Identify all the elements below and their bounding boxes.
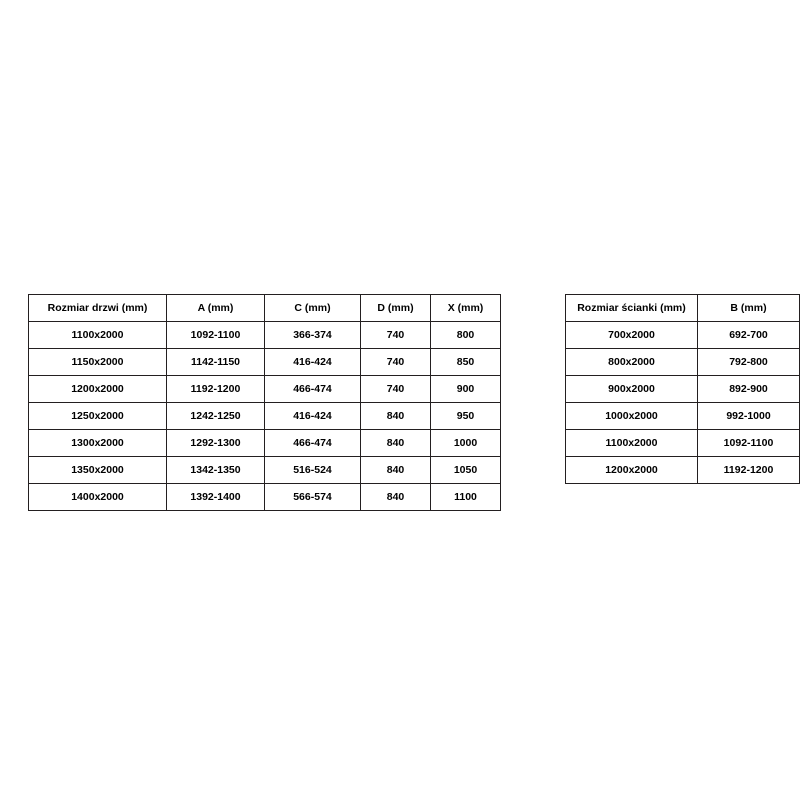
table-row <box>29 403 501 430</box>
table-row <box>566 322 800 349</box>
cell-door-size: 1250x2000 <box>29 403 167 430</box>
cell-wall-size: 800x2000 <box>566 349 698 376</box>
cell-c: 516-524 <box>265 457 361 484</box>
cell-d: 840 <box>361 430 431 457</box>
cell-door-size: 1200x2000 <box>29 376 167 403</box>
table-row <box>29 457 501 484</box>
cell-x: 800 <box>431 322 501 349</box>
column-header-b: B (mm) <box>698 295 800 322</box>
cell-c: 416-424 <box>265 349 361 376</box>
cell-b: 892-900 <box>698 376 800 403</box>
column-header-door-size: Rozmiar drzwi (mm) <box>29 295 167 322</box>
cell-door-size: 1100x2000 <box>29 322 167 349</box>
cell-door-size: 1350x2000 <box>29 457 167 484</box>
cell-d: 740 <box>361 322 431 349</box>
table-row <box>566 457 800 484</box>
cell-d: 740 <box>361 349 431 376</box>
column-header-x: X (mm) <box>431 295 501 322</box>
cell-c: 416-424 <box>265 403 361 430</box>
cell-a: 1342-1350 <box>167 457 265 484</box>
cell-c: 366-374 <box>265 322 361 349</box>
table-row <box>29 430 501 457</box>
table-header-row <box>29 295 501 322</box>
cell-x: 1000 <box>431 430 501 457</box>
cell-x: 850 <box>431 349 501 376</box>
cell-x: 950 <box>431 403 501 430</box>
cell-x: 1050 <box>431 457 501 484</box>
cell-wall-size: 1100x2000 <box>566 430 698 457</box>
cell-b: 792-800 <box>698 349 800 376</box>
doors-table-body <box>29 322 501 511</box>
cell-a: 1242-1250 <box>167 403 265 430</box>
cell-b: 1092-1100 <box>698 430 800 457</box>
cell-wall-size: 1200x2000 <box>566 457 698 484</box>
column-header-d: D (mm) <box>361 295 431 322</box>
cell-d: 740 <box>361 376 431 403</box>
walls-dimensions-table <box>565 294 800 484</box>
cell-a: 1292-1300 <box>167 430 265 457</box>
cell-door-size: 1300x2000 <box>29 430 167 457</box>
column-header-a: A (mm) <box>167 295 265 322</box>
cell-c: 466-474 <box>265 376 361 403</box>
cell-x: 1100 <box>431 484 501 511</box>
table-row <box>29 349 501 376</box>
walls-table-header <box>566 295 800 322</box>
cell-b: 992-1000 <box>698 403 800 430</box>
cell-wall-size: 700x2000 <box>566 322 698 349</box>
cell-b: 1192-1200 <box>698 457 800 484</box>
cell-wall-size: 1000x2000 <box>566 403 698 430</box>
cell-a: 1192-1200 <box>167 376 265 403</box>
table-row <box>29 376 501 403</box>
cell-x: 900 <box>431 376 501 403</box>
table-row <box>566 403 800 430</box>
walls-table-body <box>566 322 800 484</box>
cell-d: 840 <box>361 403 431 430</box>
column-header-c: C (mm) <box>265 295 361 322</box>
cell-a: 1092-1100 <box>167 322 265 349</box>
cell-door-size: 1150x2000 <box>29 349 167 376</box>
doors-table-header <box>29 295 501 322</box>
cell-d: 840 <box>361 484 431 511</box>
cell-door-size: 1400x2000 <box>29 484 167 511</box>
doors-dimensions-table <box>28 294 501 511</box>
cell-c: 466-474 <box>265 430 361 457</box>
cell-d: 840 <box>361 457 431 484</box>
table-row <box>566 349 800 376</box>
cell-a: 1142-1150 <box>167 349 265 376</box>
cell-a: 1392-1400 <box>167 484 265 511</box>
cell-b: 692-700 <box>698 322 800 349</box>
table-header-row <box>566 295 800 322</box>
table-row <box>566 430 800 457</box>
table-row <box>29 484 501 511</box>
cell-wall-size: 900x2000 <box>566 376 698 403</box>
column-header-wall-size: Rozmiar ścianki (mm) <box>566 295 698 322</box>
table-row <box>29 322 501 349</box>
table-row <box>566 376 800 403</box>
cell-c: 566-574 <box>265 484 361 511</box>
